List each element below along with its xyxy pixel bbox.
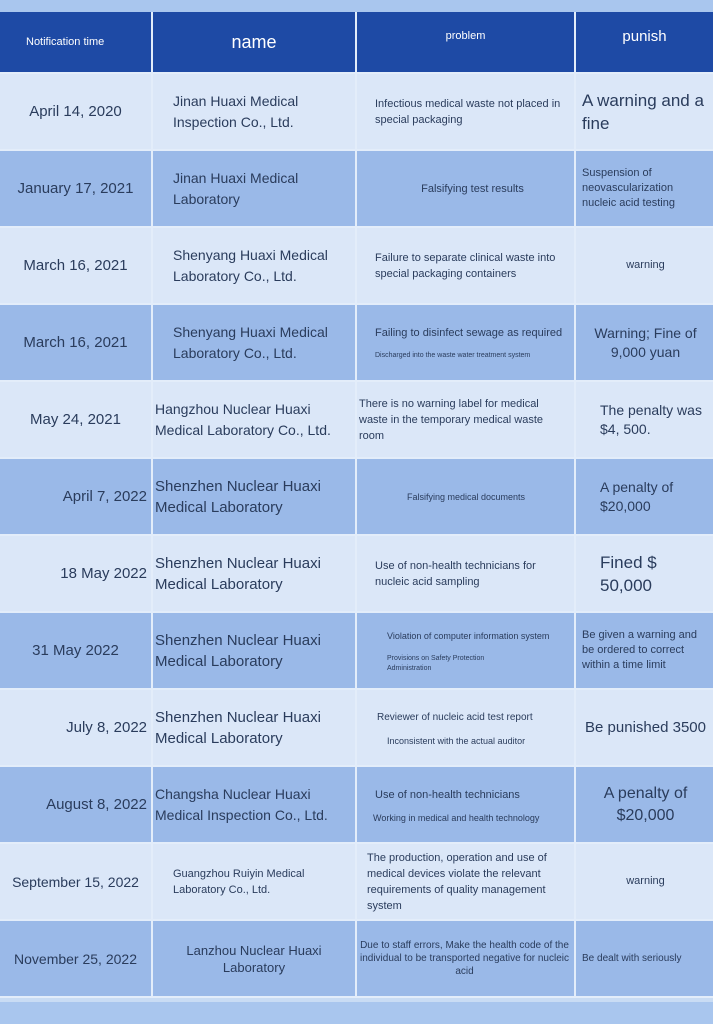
row-problem xyxy=(357,921,576,998)
row-date: January 17, 2021 xyxy=(0,151,153,228)
problem-text: Reviewer of nucleic acid test report xyxy=(377,711,533,723)
row-punish: warning xyxy=(576,844,713,921)
row-name: Shenzhen Nuclear Huaxi Medical Laboratory xyxy=(153,613,357,690)
row-date: March 16, 2021 xyxy=(0,305,153,382)
header-notification-time: Notification time xyxy=(0,12,153,74)
row-name: Lanzhou Nuclear Huaxi Laboratory xyxy=(153,921,357,998)
row-punish: Be dealt with seriously xyxy=(576,921,713,998)
row-name: Shenzhen Nuclear Huaxi Medical Laboratory xyxy=(153,536,357,613)
row-date: March 16, 2021 xyxy=(0,228,153,305)
row-punish: Fined $ 50,000 xyxy=(576,536,713,613)
problem-text: Use of non-health technicians xyxy=(375,788,520,801)
row-problem xyxy=(357,74,576,151)
row-problem xyxy=(357,613,576,690)
row-date: May 24, 2021 xyxy=(0,382,153,459)
problem-subtext: Discharged into the waste water treatment system xyxy=(375,351,531,359)
row-name: Guangzhou Ruiyin Medical Laboratory Co., Ltd. xyxy=(153,844,357,921)
row-problem xyxy=(357,228,576,305)
row-punish: Be given a warning and be ordered to correct within a time limit xyxy=(576,613,713,690)
problem-text: Falsifying medical documents xyxy=(407,491,526,502)
row-date: 31 May 2022 xyxy=(0,613,153,690)
row-name: Hangzhou Nuclear Huaxi Medical Laboratory Co., Ltd. xyxy=(153,382,357,459)
problem-text: Failure to separate clinical waste into special packaging containers xyxy=(375,251,556,280)
notification-table xyxy=(0,12,713,1002)
row-date: November 25, 2022 xyxy=(0,921,153,998)
row-name: Shenyang Huaxi Medical Laboratory Co., Ltd. xyxy=(153,228,357,305)
row-punish: A warning and a fine xyxy=(576,74,713,151)
notification-table-frame xyxy=(0,12,713,1002)
problem-subtext: Working in medical and health technology xyxy=(373,812,540,823)
problem-subtext: Inconsistent with the actual auditor xyxy=(387,735,526,746)
row-date: July 8, 2022 xyxy=(0,690,153,767)
row-punish: Be punished 3500 xyxy=(576,690,713,767)
row-problem xyxy=(357,536,576,613)
row-punish: The penalty was $4, 500. xyxy=(576,382,713,459)
header-punish: punish xyxy=(576,12,713,74)
problem-text: Due to staff errors, Make the health code of the individual to be transported negative for nucleic acid xyxy=(359,940,570,977)
row-problem xyxy=(357,844,576,921)
row-problem xyxy=(357,690,576,767)
row-punish: Warning; Fine of 9,000 yuan xyxy=(576,305,713,382)
problem-text: The production, operation and use of medical devices violate the relevant requirements of quality management system xyxy=(367,851,547,912)
problem-text: Violation of computer information system xyxy=(387,630,550,641)
row-name: Shenyang Huaxi Medical Laboratory Co., Ltd. xyxy=(153,305,357,382)
row-name: Changsha Nuclear Huaxi Medical Inspection Co., Ltd. xyxy=(153,767,357,844)
row-date: April 14, 2020 xyxy=(0,74,153,151)
row-problem xyxy=(357,305,576,382)
row-name: Shenzhen Nuclear Huaxi Medical Laboratory xyxy=(153,459,357,536)
row-problem xyxy=(357,767,576,844)
row-date: September 15, 2022 xyxy=(0,844,153,921)
problem-subtext: Provisions on Safety Protection Administration xyxy=(387,654,485,672)
row-problem xyxy=(357,382,576,459)
problem-text: Infectious medical waste not placed in special packaging xyxy=(375,97,561,126)
header-name: name xyxy=(153,12,357,74)
header-problem: problem xyxy=(357,12,576,74)
row-punish: A penalty of $20,000 xyxy=(576,767,713,844)
row-name: Jinan Huaxi Medical Inspection Co., Ltd. xyxy=(153,74,357,151)
row-date: August 8, 2022 xyxy=(0,767,153,844)
row-punish: A penalty of $20,000 xyxy=(576,459,713,536)
row-problem xyxy=(357,151,576,228)
row-problem xyxy=(357,459,576,536)
problem-text: There is no warning label for medical waste in the temporary medical waste room xyxy=(359,397,544,442)
row-date: April 7, 2022 xyxy=(0,459,153,536)
row-punish: Suspension of neovascularization nucleic acid testing xyxy=(576,151,713,228)
row-date: 18 May 2022 xyxy=(0,536,153,613)
row-name: Jinan Huaxi Medical Laboratory xyxy=(153,151,357,228)
problem-text: Use of non-health technicians for nucleic acid sampling xyxy=(375,559,536,588)
row-name: Shenzhen Nuclear Huaxi Medical Laboratory xyxy=(153,690,357,767)
problem-text: Failing to disinfect sewage as required xyxy=(375,326,563,339)
problem-text: Falsifying test results xyxy=(421,182,524,195)
row-punish: warning xyxy=(576,228,713,305)
